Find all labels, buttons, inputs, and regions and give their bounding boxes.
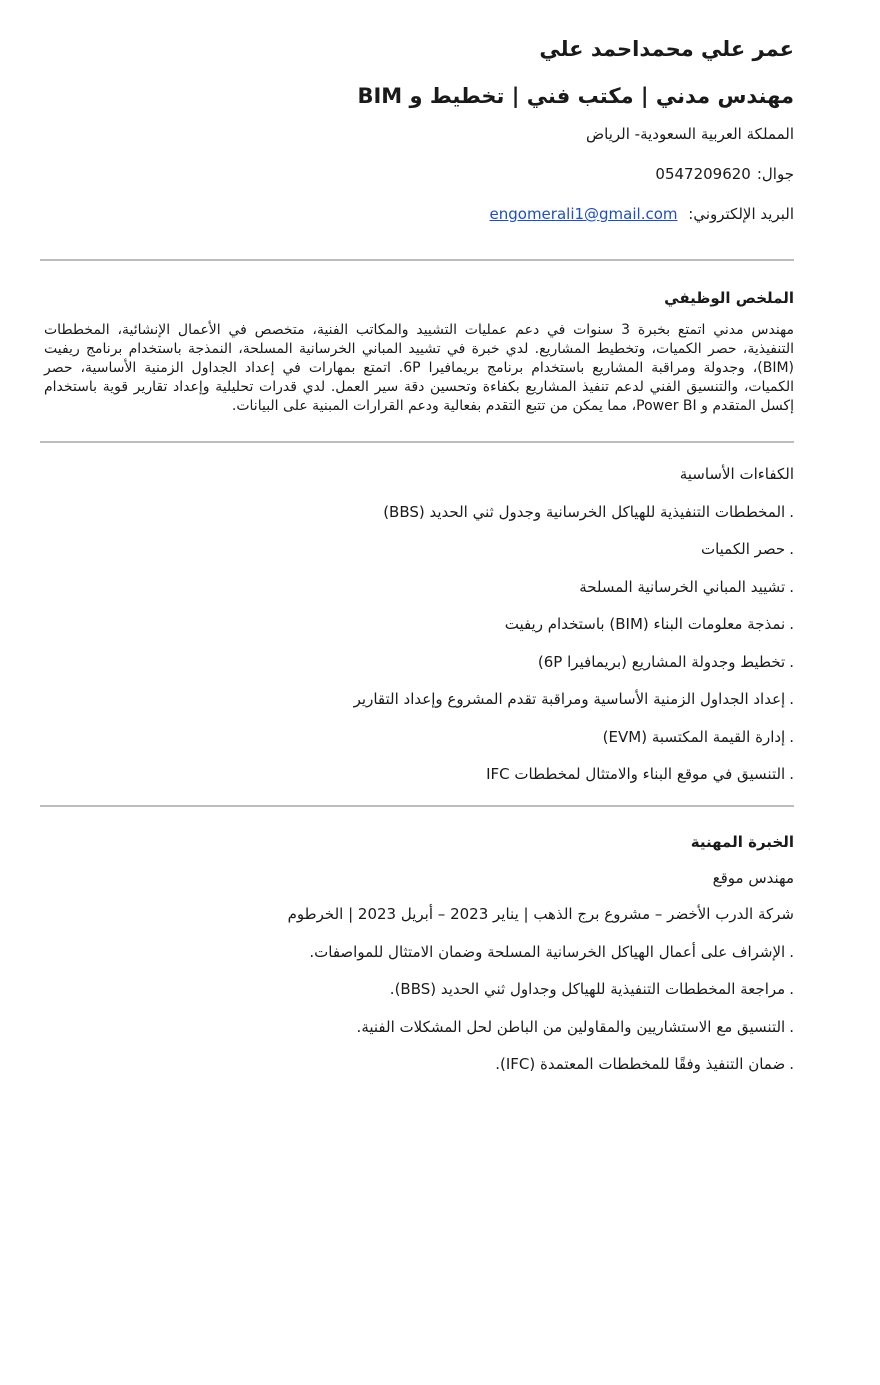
bullet-dot: . bbox=[789, 502, 794, 521]
bullet-dot: . bbox=[789, 765, 794, 783]
experience-item bbox=[40, 1053, 794, 1075]
competencies-title: الكفاءات الأساسية bbox=[679, 465, 794, 483]
bullet-dot: . bbox=[789, 652, 794, 671]
phone-label: جوال: bbox=[756, 165, 794, 183]
competency-text: تشييد المباني الخرسانية المسلحة bbox=[579, 577, 786, 596]
competency-text: تخطيط وجدولة المشاريع (بريمافيرا 6P) bbox=[537, 652, 786, 671]
email-link[interactable]: engomerali1@gmail.com bbox=[489, 205, 678, 223]
competency-item bbox=[40, 726, 794, 748]
bullet-dot: . bbox=[789, 727, 794, 746]
section-divider bbox=[40, 259, 794, 261]
competency-text: إدارة القيمة المكتسبة (EVM) bbox=[602, 727, 786, 746]
competency-item bbox=[40, 501, 794, 523]
contact-phone bbox=[40, 163, 794, 185]
competency-text: حصر الكميات bbox=[700, 540, 786, 558]
bullet-dot: . bbox=[789, 690, 794, 708]
job-title: مهندس موقع bbox=[712, 869, 794, 887]
competency-text: التنسيق في موقع البناء والامتثال لمخططات IFC bbox=[486, 765, 786, 783]
competency-item bbox=[40, 576, 794, 598]
competency-item bbox=[40, 538, 794, 560]
bullet-dot: . bbox=[789, 942, 794, 961]
competency-item bbox=[40, 688, 794, 710]
competency-text: إعداد الجداول الزمنية الأساسية ومراقبة تقدم المشروع وإعداد التقارير bbox=[353, 690, 786, 708]
summary-title: الملخص الوظيفي bbox=[664, 289, 794, 307]
experience-text: الإشراف على أعمال الهياكل الخرسانية المسلحة وضمان الامتثال للمواصفات. bbox=[309, 942, 786, 961]
competency-item bbox=[40, 763, 794, 785]
bullet-dot: . bbox=[789, 577, 794, 596]
experience-list bbox=[40, 941, 794, 1076]
contact-email bbox=[40, 203, 794, 225]
resume-page bbox=[40, 0, 794, 1075]
candidate-headline: مهندس مدني | مكتب فني | تخطيط و BIM bbox=[357, 84, 794, 108]
experience-item bbox=[40, 941, 794, 963]
email-label: البريد الإلكتروني: bbox=[688, 205, 794, 223]
bullet-dot: . bbox=[789, 980, 794, 998]
experience-item bbox=[40, 978, 794, 1000]
bullet-dot: . bbox=[789, 615, 794, 633]
competencies-list bbox=[40, 501, 794, 786]
bullet-dot: . bbox=[789, 1055, 794, 1073]
experience-text: ضمان التنفيذ وفقًا للمخططات المعتمدة (IFC). bbox=[495, 1055, 786, 1073]
job-meta: شركة الدرب الأخضر – مشروع برج الذهب | يناير 2023 – أبريل 2023 | الخرطوم bbox=[287, 905, 794, 923]
phone-value: 0547209620 bbox=[655, 165, 751, 183]
experience-item bbox=[40, 1016, 794, 1038]
contact-location: المملكة العربية السعودية- الرياض bbox=[586, 125, 794, 143]
section-divider bbox=[40, 805, 794, 807]
experience-text: التنسيق مع الاستشاريين والمقاولين من الباطن لحل المشكلات الفنية. bbox=[356, 1017, 786, 1036]
competency-text: المخططات التنفيذية للهياكل الخرسانية وجدول ثني الحديد (BBS) bbox=[383, 502, 786, 521]
section-divider bbox=[40, 441, 794, 443]
candidate-name: عمر علي محمداحمد علي bbox=[539, 37, 794, 61]
competency-text: نمذجة معلومات البناء (BIM) باستخدام ريفيت bbox=[504, 615, 786, 633]
competency-item bbox=[40, 613, 794, 635]
experience-title: الخبرة المهنية bbox=[690, 833, 794, 851]
summary-text: مهندس مدني اتمتع بخبرة 3 سنوات في دعم عمليات التشييد والمكاتب الفنية، متخصص في الأعمال الإنشائية، المخططات التنفيذية، حصر الكميات، وتخطيط المشاريع. لدي خبرة في تشييد المباني الخرسانية المسلحة، النمذجة باستخدام برنامج ريفيت (BIM)، وجدولة ومراقبة المشاريع باستخدام برنامج بريمافيرا 6P. اتمتع بمهارات في إعداد الجداول الزمنية الأساسية، حصر الكميات، والتنسيق الفني لدعم تنفيذ المشاريع بكفاءة وتحسين دقة سير العمل. لدي قدرات تحليلية وإعداد تقارير قوية باستخدام إكسل المتقدم و Power BI، مما يمكن من تتبع التقدم بفعالية ودعم القرارات المبنية على البيانات. bbox=[44, 322, 795, 414]
experience-text: مراجعة المخططات التنفيذية للهياكل وجداول ثني الحديد (BBS). bbox=[389, 980, 786, 998]
competency-item bbox=[40, 651, 794, 673]
bullet-dot: . bbox=[789, 540, 794, 558]
bullet-dot: . bbox=[789, 1017, 794, 1036]
